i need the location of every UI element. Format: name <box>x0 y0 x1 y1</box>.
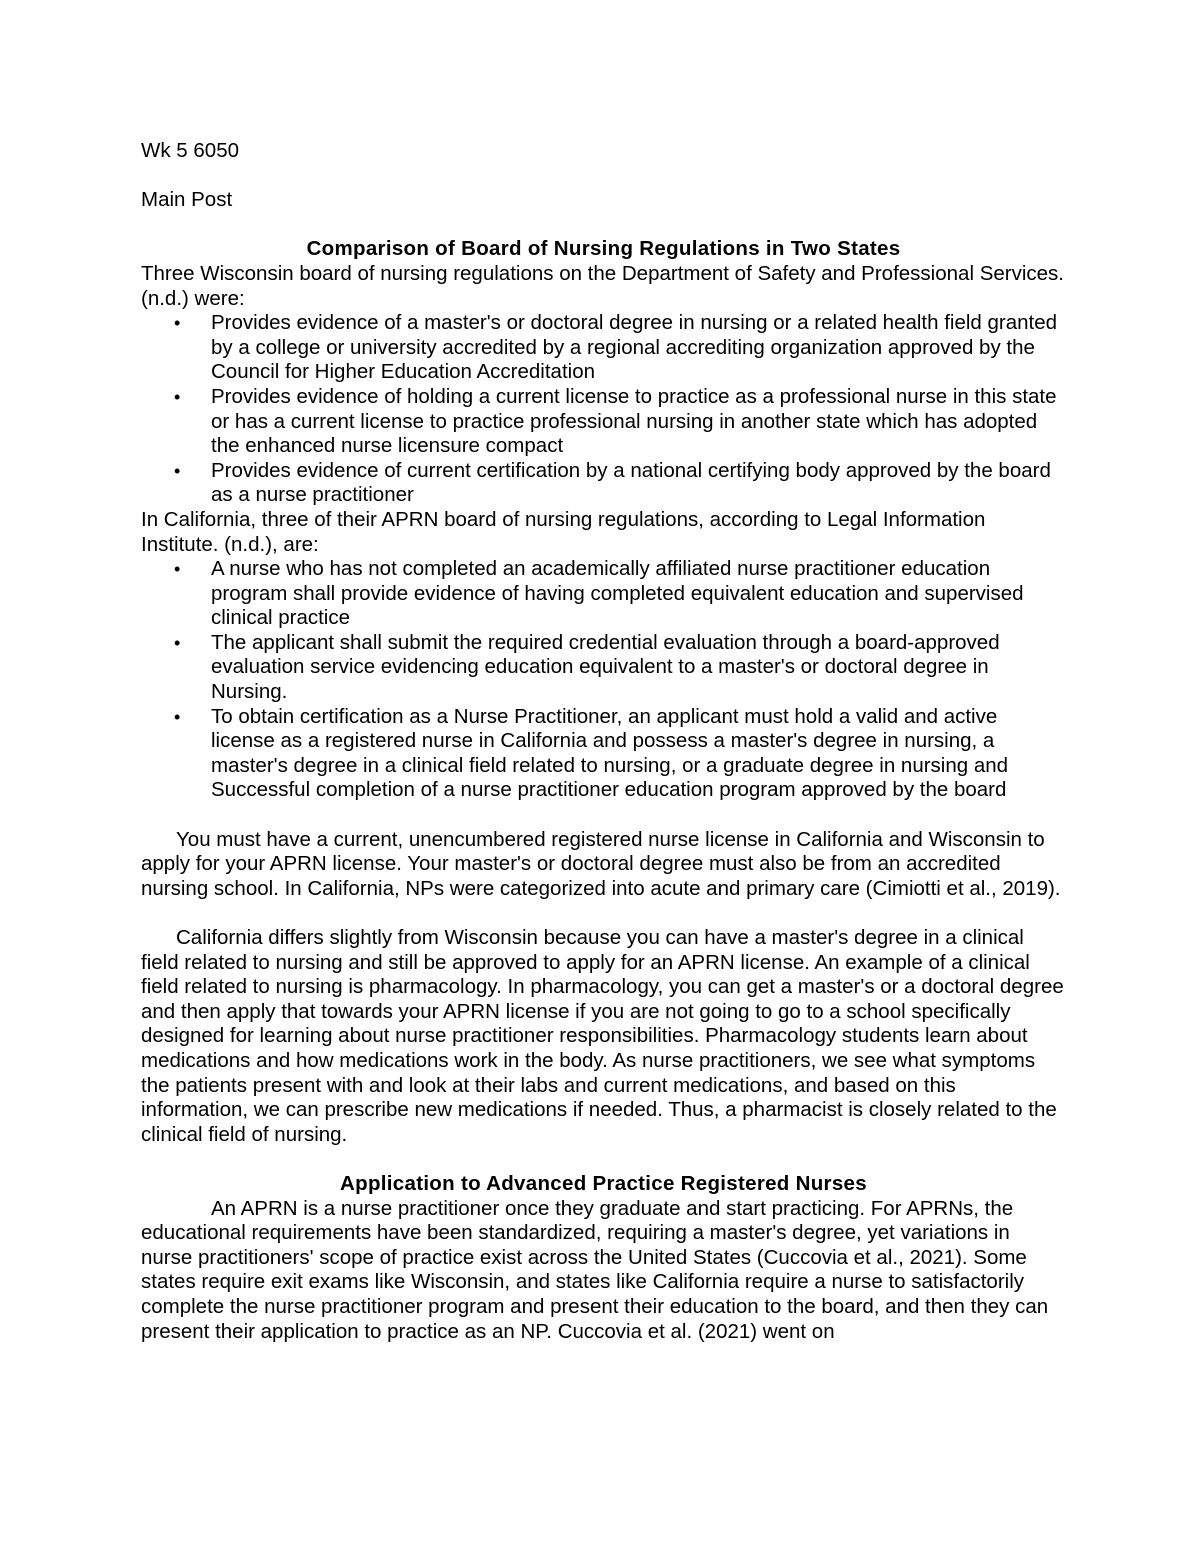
list-item <box>141 385 1066 459</box>
california-regulations-list <box>141 557 1066 803</box>
body-paragraph: California differs slightly from Wisconsin because you can have a master's degree in a clinical field related to nursing and still be approved to apply for an APRN license. An example of a clinical field related to nursing is pharmacology. In pharmacology, you can get a master's or a doctoral degree and then apply that towards your APRN license if you are not going to go to a school specifically designed for learning about nurse practitioner responsibilities. Pharmacology students learn about medications and how medications work in the body. As nurse practitioners, we see what symptoms the patients present with and look at their labs and current medications, and based on this information, we can prescribe new medications if needed. Thus, a pharmacist is closely related to the clinical field of nursing. <box>141 926 1064 1146</box>
bullet-icon: • <box>174 313 181 334</box>
spacer <box>141 901 1066 926</box>
list-item-text: A nurse who has not completed an academically affiliated nurse practitioner education program shall provide evidence of having completed equivalent education and supervised clinical practice <box>211 557 1024 630</box>
list-item <box>141 311 1066 385</box>
section-heading-comparison: Comparison of Board of Nursing Regulations in Two States <box>306 237 901 261</box>
list-item-text: Provides evidence of holding a current license to practice as a professional nurse in this state or has a current license to practice professional nursing in another state which has adopted the enhanced nurse licensure compact <box>211 384 1057 458</box>
course-label: Wk 5 6050 <box>141 139 239 162</box>
bullet-icon: • <box>174 632 181 653</box>
wisconsin-regulations-list <box>141 311 1066 508</box>
bullet-icon: • <box>174 460 181 481</box>
document-page <box>141 139 1066 1344</box>
body-paragraph: You must have a current, unencumbered registered nurse license in California and Wisconsin to apply for your APRN license. Your master's or doctoral degree must also be from an accredited nursing school. In California, NPs were categorized into acute and primary care (Cimiotti et al., 2019). <box>141 827 1061 900</box>
list-item <box>141 459 1066 508</box>
section-heading-application: Application to Advanced Practice Registered Nurses <box>340 1171 867 1195</box>
list-item-text: Provides evidence of current certification by a national certifying body approved by the board as a nurse practitioner <box>211 458 1051 507</box>
wisconsin-intro: Three Wisconsin board of nursing regulations on the Department of Safety and Professional Services. (n.d.) were: <box>141 261 1064 310</box>
list-item-text: The applicant shall submit the required credential evaluation through a board-approved evaluation service evidencing education equivalent to a master's or doctoral degree in Nursing. <box>211 630 1000 704</box>
bullet-icon: • <box>174 706 181 727</box>
bullet-icon: • <box>174 559 181 580</box>
spacer <box>141 164 1066 189</box>
spacer <box>141 803 1066 828</box>
list-item <box>141 705 1066 803</box>
list-item-text: Provides evidence of a master's or doctoral degree in nursing or a related health field granted by a college or university accredited by a regional accrediting organization approved by the Council for Higher Education Accreditation <box>211 311 1058 384</box>
spacer <box>141 213 1066 238</box>
bullet-icon: • <box>174 386 181 407</box>
list-item <box>141 631 1066 705</box>
spacer <box>141 1147 1066 1172</box>
body-paragraph: An APRN is a nurse practitioner once they graduate and start practicing. For APRNs, the educational requirements have been standardized, requiring a master's degree, yet variations in nurse practitioners' scope of practice exist across the United States (Cuccovia et al., 2021). Some states require exit exams like Wisconsin, and states like California require a nurse to satisfactorily complete the nurse practitioner program and present their education to the board, and then they can present their application to practice as an NP. Cuccovia et al. (2021) went on <box>141 1196 1049 1343</box>
list-item <box>141 557 1066 631</box>
post-type-label: Main Post <box>141 188 233 212</box>
california-intro: In California, three of their APRN board of nursing regulations, according to Legal Information Institute. (n.d.), are: <box>141 507 986 556</box>
list-item-text: To obtain certification as a Nurse Practitioner, an applicant must hold a valid and active license as a registered nurse in California and possess a master's degree in nursing, a master's degree in a clinical field related to nursing, or a graduate degree in nursing and Successful completion of a nurse practitioner education program approved by the board <box>211 704 1009 802</box>
